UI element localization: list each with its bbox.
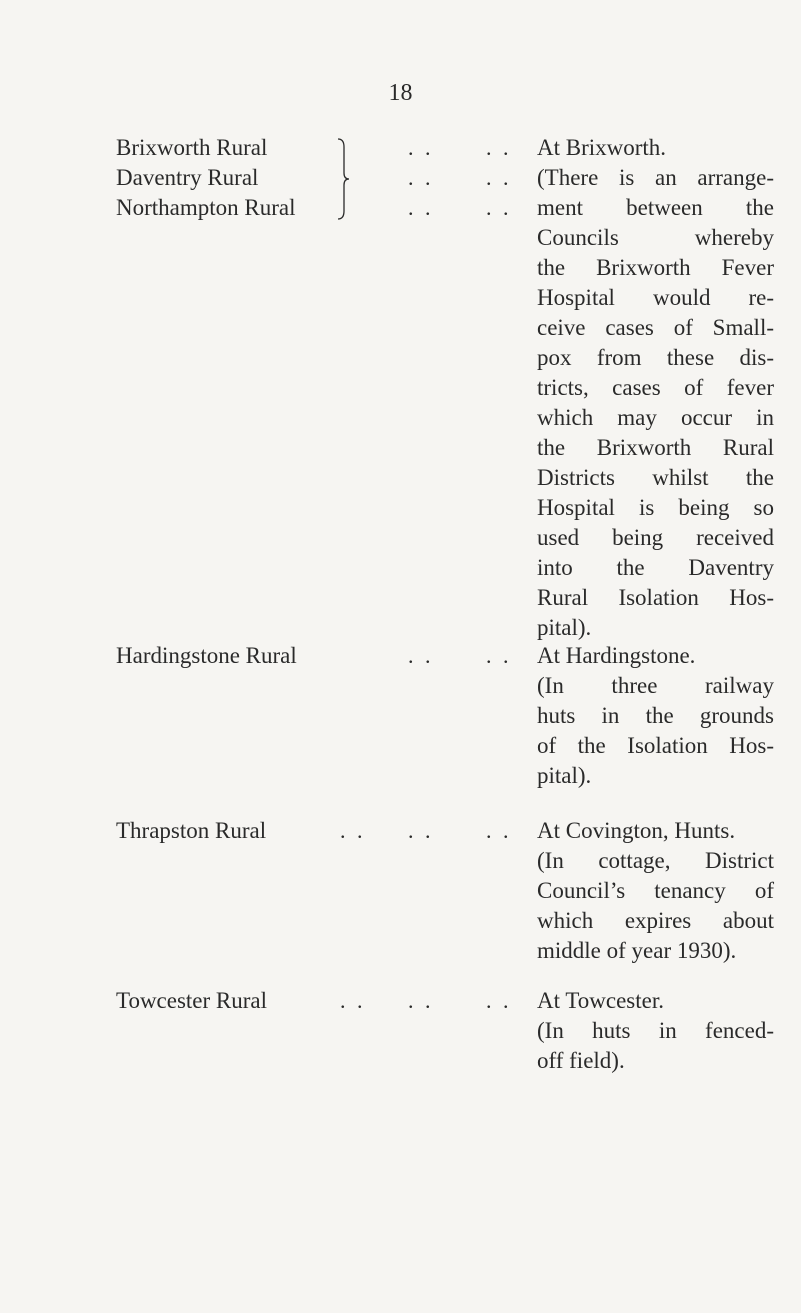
location-line: At Towcester.: [537, 988, 664, 1013]
location-line: pital).: [537, 763, 592, 788]
district-name: Hardingstone Rural: [116, 643, 297, 668]
location-line: pox from these dis-: [537, 345, 774, 370]
leader-dots: . .: [486, 818, 512, 843]
district-name: Brixworth Rural: [116, 135, 268, 160]
location-text: [537, 816, 774, 966]
location-line: off field).: [537, 1048, 625, 1073]
location-text: [537, 986, 774, 1076]
location-line: huts in the grounds: [537, 703, 774, 728]
location-line: Districts whilst the: [537, 465, 774, 490]
page-number: 18: [388, 80, 413, 106]
location-line: into the Daventry: [537, 555, 774, 580]
location-line: of the Isolation Hos-: [537, 733, 774, 758]
location-text: [537, 641, 774, 791]
leader-dots: . .: [486, 135, 512, 160]
leader-dots: . .: [486, 643, 512, 668]
location-line: Council’s tenancy of: [537, 878, 774, 903]
leader-dots: . .: [486, 988, 512, 1013]
leader-dots: . .: [486, 195, 512, 220]
leader-dots: . .: [408, 135, 434, 160]
district-name: Daventry Rural: [116, 165, 259, 190]
location-line: At Brixworth.: [537, 135, 667, 160]
location-line: Hospital would re-: [537, 285, 774, 310]
location-line: Rural Isolation Hos-: [537, 585, 774, 610]
location-line: tricts, cases of fever: [537, 375, 774, 400]
leader-dots: . .: [408, 195, 434, 220]
leader-dots: . .: [408, 988, 434, 1013]
location-line: At Covington, Hunts.: [537, 818, 736, 843]
district-name: Northampton Rural: [116, 195, 296, 220]
location-line: (In huts in fenced-: [537, 1018, 774, 1043]
district-name: Thrapston Rural: [116, 818, 267, 843]
leader-dots: . .: [486, 165, 512, 190]
location-line: ment between the: [537, 195, 774, 220]
district-list: [116, 986, 267, 1016]
leader-dots: . .: [340, 988, 366, 1013]
location-line: (There is an arrange-: [537, 165, 774, 190]
location-line: Councils whereby: [537, 225, 774, 250]
district-list: [116, 816, 266, 846]
leader-dots: . .: [408, 643, 434, 668]
location-line: which may occur in: [537, 405, 774, 430]
location-line: ceive cases of Small-: [537, 315, 774, 340]
location-line: used being received: [537, 525, 774, 550]
location-line: (In three railway: [537, 673, 774, 698]
location-line: the Brixworth Rural: [537, 435, 774, 460]
location-line: which expires about: [537, 908, 774, 933]
location-text: [537, 133, 774, 643]
location-line: At Hardingstone.: [537, 643, 696, 668]
district-list: [116, 641, 297, 671]
location-line: pital).: [537, 615, 592, 640]
district-name: Towcester Rural: [116, 988, 268, 1013]
district-list: [116, 133, 296, 223]
leader-dots: . .: [408, 165, 434, 190]
leader-dots: . .: [340, 818, 366, 843]
location-line: Hospital is being so: [537, 495, 774, 520]
leader-dots: . .: [408, 818, 434, 843]
grouping-brace: [336, 137, 350, 221]
location-line: middle of year 1930).: [537, 938, 737, 963]
location-line: the Brixworth Fever: [537, 255, 774, 280]
location-line: (In cottage, District: [537, 848, 774, 873]
